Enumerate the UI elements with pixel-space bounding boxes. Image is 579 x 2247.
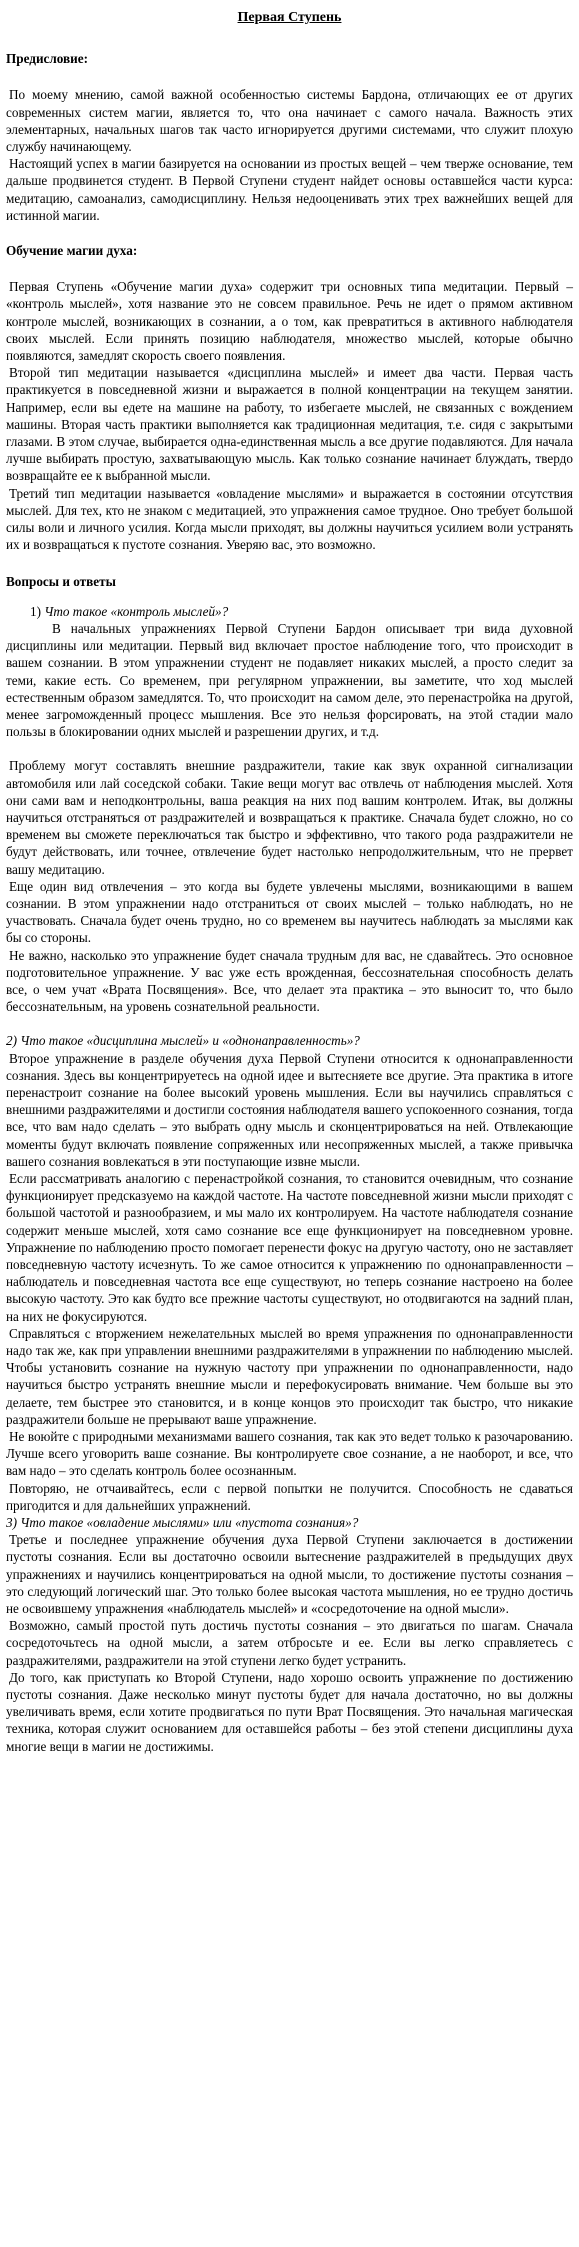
paragraph-gap <box>6 740 573 757</box>
training-heading: Обучение магии духа: <box>6 243 138 259</box>
preface-section <box>6 50 573 224</box>
answer-paragraph: Повторяю, не отчаивайтесь, если с первой попытки не получится. Способность не сдаваться пригодится и для дальнейших упражнений. <box>6 1480 573 1513</box>
answer-paragraph: В начальных упражнениях Первой Ступени Бардон описывает три вида духовной дисциплины или медитации. Первый вид включает простое наблюдение того, что происходит в вашем сознании. В этом упражнении студент не подавляет никаких мыслей, а просто следит за теми, какие есть. Со временем, при регулярном упражнении, вы заметите, что ход мыслей естественным образом замедлятся. То, что происходит на самом деле, это перенастройка на другой, менее загроможденный процесс мышления. Все это нельзя форсировать, на этой стадии мало пользы в блокировании одних мыслей и разрешении других, и т.д. <box>6 620 573 740</box>
question-1-title <box>6 603 573 620</box>
answer-paragraph: Проблему могут составлять внешние раздражители, такие как звук охранной сигнализации автомобиля или лай соседской собаки. Такие вещи могут вас отвлечь от наблюдения мыслей. Хотя они сами вам и неподконтрольны, ваша реакция на них под вашим контролем. Итак, вы должны научиться отстраняться от раздражителей и возвращаться к практике. Сначала будет сложно, но со временем вы сможете переключаться так быстро и эффективно, что такого рода раздражители не будут действовать, или точнее, отвлечение будет настолько непродолжительным, что не прервет вашу медитацию. <box>6 758 573 877</box>
question-2 <box>6 1032 573 1514</box>
training-paragraph: Второй тип медитации называется «дисциплина мыслей» и имеет два части. Первая часть практикуется в повседневной жизни и выражается в полной концентрации на текущем занятии. Например, если вы едете на машине на работу, то избегаете мыслей, не связанных с вождением машины. Вторая часть практики выполняется как традиционная медитация, т.е. сидя с закрытыми глазами. В этом случае, выбирается одна-единственная мысль а все другие подавляются. Для начала лучше выбирать простую, захватывающую мысль. Как только сознание начинает блуждать, твердо возвращайте ее к выбранной мысли. <box>6 365 573 484</box>
answer-paragraph: Не воюйте с природными механизмами вашего сознания, так как это ведет только к разочарованию. Лучше всего уговорить ваше сознание. Вы контролируете свое сознание, а не наоборот, и все, что вам надо – это сделать контроль более осознанным. <box>6 1429 573 1479</box>
question-2-title: 2) Что такое «дисциплина мыслей» и «однонаправленность»? <box>6 1033 360 1049</box>
training-section <box>6 242 573 553</box>
answer-paragraph: Не важно, насколько это упражнение будет сначала трудным для вас, не сдавайтесь. Это основное подготовительное упражнение. У вас уже есть врожденная, бессознательная способность делать все, о чем учат «Врата Посвящения». Все, что делает эта практика – это выносит то, что было бессознательным, на уровень сознательной реальности. <box>6 947 573 1015</box>
preface-paragraph: Настоящий успех в магии базируется на основании из простых вещей – чем тверже основание, тем дальше продвинется студент. В Первой Ступени студент найдет основы оставшейся части курса: медитацию, самоанализ, самодисциплину. Нельзя недооценивать этих трех важнейших вещей для истинной магии. <box>6 156 573 223</box>
question-1 <box>6 603 573 1016</box>
paragraph-gap <box>6 1015 573 1032</box>
answer-paragraph: Еще один вид отвлечения – это когда вы будете увлечены мыслями, возникающими в вашем сознании. В этом упражнении надо отстраниться от своих мыслей – только наблюдать, но не участвовать. Сначала будет очень трудно, но со временем вы научитесь наблюдать за мыслями как бы со стороны. <box>6 878 573 946</box>
answer-paragraph: Справляться с вторжением нежелательных мыслей во время упражнения по однонаправленности надо так же, как при управлении внешними раздражителями в упражнении по наблюдению мыслей. Чтобы установить сознание на нужную частоту при упражнении по однонаправленности, надо научиться быстро устранять внешние мысли и перефокусировать внимание. Чем больше вы это делаете, тем быстрее это становится, и в конце концов это происходит так быстро, что никакие раздражители больше не прерывают ваше упражнение. <box>6 1325 573 1427</box>
training-paragraph: Третий тип медитации называется «овладение мыслями» и выражается в состоянии отсутствия мыслей. Для тех, кто не знаком с медитацией, это упражнения самое трудное. Оно требует большой силы воли и личного усилия. Когда мысли приходят, вы должны научиться усилием воли устранять их и возвращаться к пустоте сознания. Уверяю вас, это возможно. <box>6 485 573 553</box>
question-1-number: 1) <box>30 603 41 619</box>
answer-paragraph: До того, как приступать ко Второй Ступени, надо хорошо освоить упражнение по достижению пустоты сознания. Даже несколько минут пустоты будет для начала достаточно, но вы должны увеличивать время, если хотите продвигаться по пути Врат Посвящения. Это начальная магическая техника, которая служит основанием для оставшейся работы – без этой степени дисциплины духа многие вещи в магии не достижимы. <box>6 1669 573 1754</box>
question-1-text: Что такое «контроль мыслей»? <box>44 603 229 619</box>
training-paragraph: Первая Ступень «Обучение магии духа» содержит три основных типа медитации. Первый – «контроль мыслей», хотя название это не совсем правильное. Речь не идет о прямом активном контроле мыслей, возникающих в сознании, а о том, как превратиться в активного наблюдателя своих мыслей. Если принять позицию наблюдателя, множество мыслей, которые обычно появляются, замедлят скорость своего появления. <box>6 279 573 364</box>
answer-paragraph: Возможно, самый простой путь достичь пустоты сознания – это двигаться по шагам. Сначала сосредоточьтесь на одной мысли, а затем отбросьте и ее. Если вы легко справляетесь с раздражителями, раздражители на этой ступени легко будет устранить. <box>6 1618 573 1668</box>
answer-paragraph: Если рассматривать аналогию с перенастройкой сознания, то становится очевидным, что сознание функционирует предсказуемо на каждой частоте. На частоте повседневной жизни мысли приходят с большой частотой и разнообразием, и мы мало их контролируем. На частоте наблюдателя сознание содержит меньше мыслей, хотя само сознание все еще функционирует на повседневном уровне. Упражнение по наблюдению просто помогает перенести фокус на другую частоту, оно не заставляет повседневную частоту исчезнуть. То же самое относится к упражнению по однонаправленности – наблюдатель и повседневная частота все еще существуют, но теперь сознание настроено на более высокую частоту. Это как будто все прежние частоты существуют, но отодвигаются на задний план, на них не фокусируются. <box>6 1170 573 1324</box>
qa-heading: Вопросы и ответы <box>6 574 116 590</box>
answer-paragraph: Второе упражнение в разделе обучения духа Первой Ступени относится к однонаправленности сознания. Здесь вы концентрируетесь на одной идее и вытесняете все другие. Эта практика в итоге перенастроит сознание на более высокий уровень мышления. Если вы научились справляться с внешними раздражителями и достигли состояния наблюдателя вашего успокоенного сознания, тогда все, что вам надо сделать – это выбрать одну мысль и сконцентрироваться на ней. Отвлекающие моменты будут включать появление сопряженных или несопряженных мыслей, а также привычка вашего сознания вовлекаться в эти поступающие извне мысли. <box>6 1050 573 1169</box>
qa-section <box>6 573 573 1754</box>
question-3 <box>6 1514 573 1755</box>
answer-paragraph: Третье и последнее упражнение обучения духа Первой Ступени заключается в достижении пустоты сознания. Если вы достаточно освоили вытеснение раздражителей в предыдущих двух упражнениях и научились концентрироваться на одной мысли, то достижение пустоты сознания – это следующий логический шаг. Это только более высокая частота мышления, но ее трудно достичь не освоившему упражнения «наблюдатель мыслей» и «сосредоточение на одной мысли». <box>6 1532 573 1617</box>
preface-paragraph: По моему мнению, самой важной особенностью системы Бардона, отличающих ее от других современных систем магии, является то, что она начинает с самого начала. Важность этих элементарных, начальных шагов так часто игнорируется другими системами, что служит плохую службу начинающему. <box>6 87 573 155</box>
page-title: Первая Ступень <box>237 10 342 25</box>
preface-heading: Предисловие: <box>6 51 89 67</box>
question-3-title: 3) Что такое «овладение мыслями» или «пустота сознания»? <box>6 1515 359 1531</box>
